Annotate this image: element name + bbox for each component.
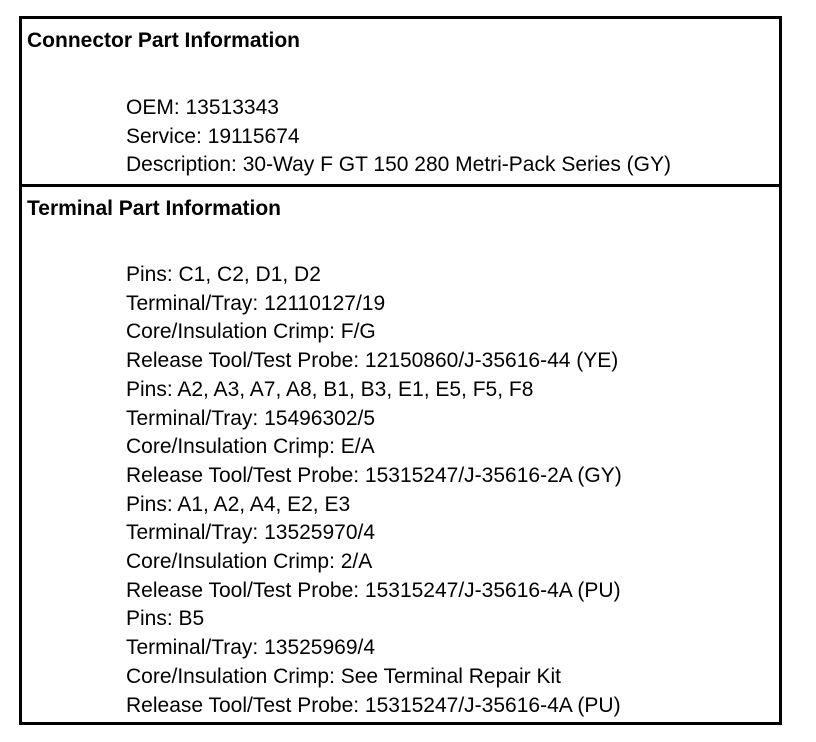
- terminal-part-section: [22, 187, 779, 722]
- terminal-tray-line: Terminal/Tray: 13525970/4: [126, 521, 376, 545]
- terminal-tray-line: Terminal/Tray: 15496302/5: [126, 406, 376, 430]
- terminal-pins-line: Pins: A2, A3, A7, A8, B1, B3, E1, E5, F5, F8: [126, 377, 534, 401]
- connector-part-section: [22, 19, 779, 184]
- terminal-tray-line: Terminal/Tray: 12110127/19: [126, 291, 386, 315]
- terminal-part-heading: Terminal Part Information: [27, 197, 281, 220]
- connector-oem-line: OEM: 13513343: [126, 96, 279, 119]
- terminal-detail-list: [126, 261, 622, 720]
- terminal-release-tool-line: Release Tool/Test Probe: 15315247/J-35616-2A (GY): [126, 463, 622, 487]
- part-information-table: [19, 16, 782, 725]
- connector-service-line: Service: 19115674: [126, 124, 300, 148]
- terminal-pins-line: Pins: B5: [126, 607, 205, 631]
- terminal-tray-line: Terminal/Tray: 13525969/4: [126, 636, 376, 660]
- connector-detail-list: [126, 94, 671, 180]
- terminal-pins-line: Pins: C1, C2, D1, D2: [126, 263, 321, 286]
- terminal-crimp-line: Core/Insulation Crimp: See Terminal Repair Kit: [126, 664, 561, 688]
- terminal-crimp-line: Core/Insulation Crimp: 2/A: [126, 550, 373, 574]
- terminal-pins-line: Pins: A1, A2, A4, E2, E3: [126, 492, 351, 516]
- connector-description-line: Description: 30-Way F GT 150 280 Metri-Pack Series (GY): [126, 153, 672, 177]
- terminal-release-tool-line: Release Tool/Test Probe: 12150860/J-35616-44 (YE): [126, 349, 619, 373]
- terminal-release-tool-line: Release Tool/Test Probe: 15315247/J-35616-4A (PU): [126, 693, 621, 717]
- terminal-crimp-line: Core/Insulation Crimp: F/G: [126, 320, 376, 344]
- terminal-crimp-line: Core/Insulation Crimp: E/A: [126, 435, 375, 459]
- terminal-release-tool-line: Release Tool/Test Probe: 15315247/J-35616-4A (PU): [126, 578, 621, 602]
- connector-part-heading: Connector Part Information: [27, 29, 301, 52]
